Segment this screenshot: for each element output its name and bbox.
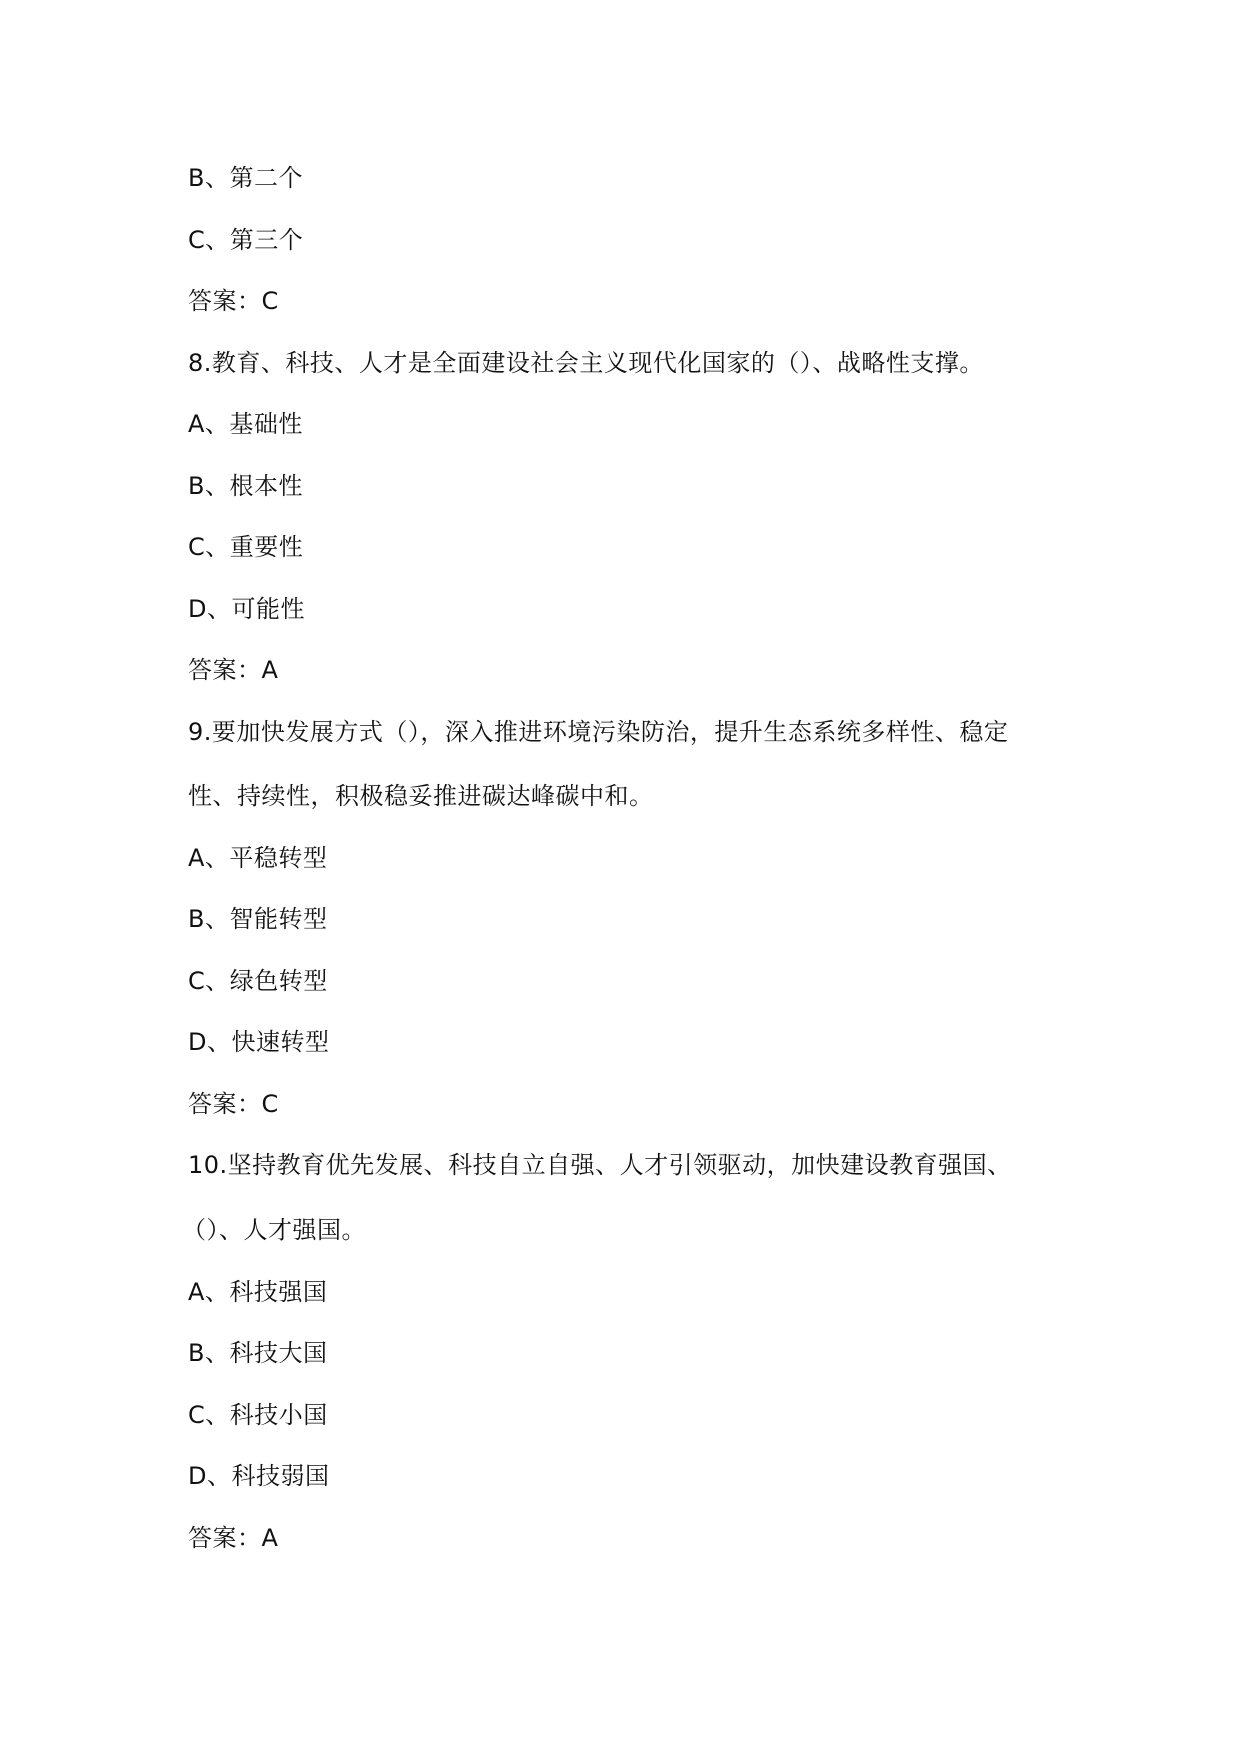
q10-question-line2: （）、人才强国。 <box>182 1216 366 1244</box>
q8-question: 8.教育、科技、人才是全面建设社会主义现代化国家的（）、战略性支撑。 <box>188 349 984 377</box>
q8-answer: 答案：A <box>188 656 279 684</box>
q8-option-d: D、可能性 <box>188 595 305 623</box>
q10-option-b: B、科技大国 <box>188 1339 328 1367</box>
q10-option-c: C、科技小国 <box>188 1401 328 1429</box>
q8-option-c: C、重要性 <box>188 533 304 561</box>
q8-option-b: B、根本性 <box>188 472 303 500</box>
q8-option-a: A、基础性 <box>188 410 303 438</box>
q10-answer: 答案：A <box>188 1524 279 1552</box>
q7-option-b: B、第二个 <box>188 164 303 192</box>
q9-question-line2: 性、持续性，积极稳妥推进碳达峰碳中和。 <box>188 782 654 810</box>
q10-question-line1: 10.坚持教育优先发展、科技自立自强、人才引领驱动，加快建设教育强国、 <box>188 1151 1012 1179</box>
q9-option-c: C、绿色转型 <box>188 967 328 995</box>
q9-option-a: A、平稳转型 <box>188 844 328 872</box>
q9-question-line1: 9.要加快发展方式（），深入推进环境污染防治，提升生态系统多样性、稳定 <box>188 718 1009 746</box>
q10-option-d: D、科技弱国 <box>188 1462 330 1490</box>
q9-option-d: D、快速转型 <box>188 1028 330 1056</box>
q9-option-b: B、智能转型 <box>188 905 328 933</box>
q7-answer: 答案：C <box>188 287 279 315</box>
q9-answer: 答案：C <box>188 1090 279 1118</box>
q7-option-c: C、第三个 <box>188 226 304 254</box>
q10-option-a: A、科技强国 <box>188 1278 328 1306</box>
